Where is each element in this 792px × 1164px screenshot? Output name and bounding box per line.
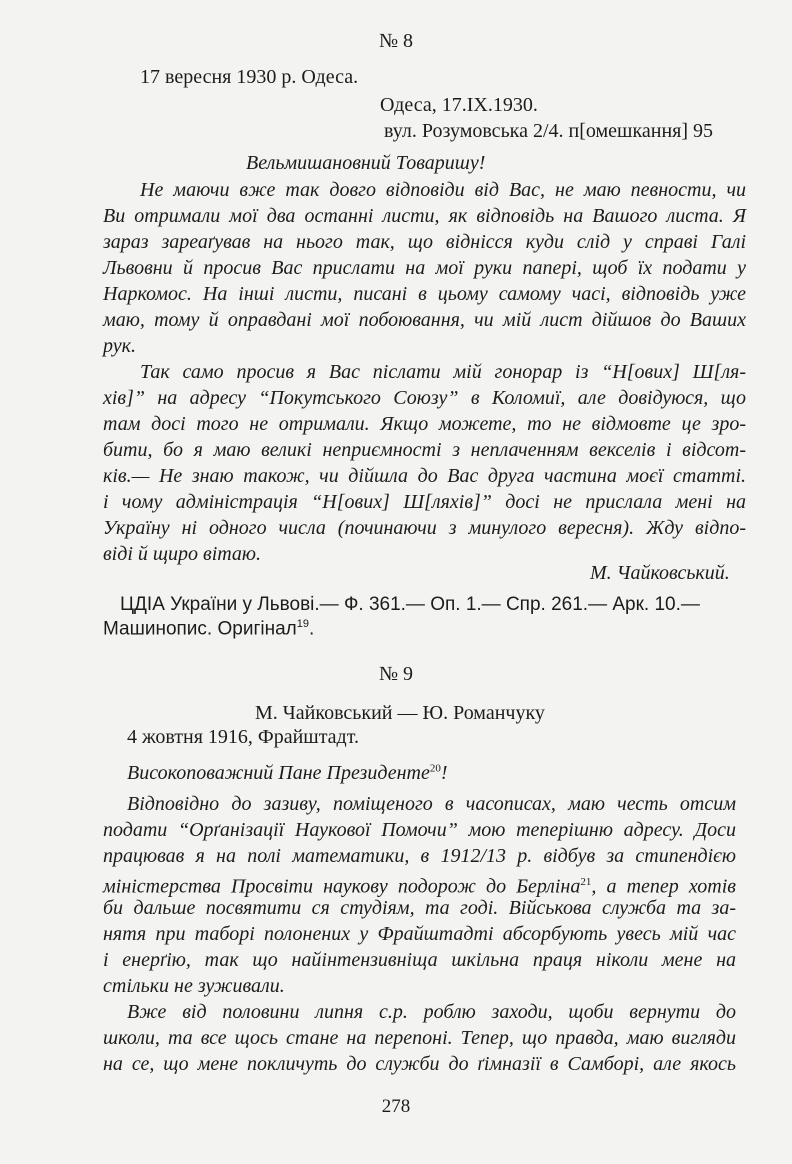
body-line: подати “Орґанізації Наукової Помочи” мою теперішню адресу. Доси <box>103 819 736 841</box>
body-line: школи, та все щось стане на перепоні. Тепер, що правда, маю вигляди <box>103 1027 736 1049</box>
archive-reference-end: . <box>309 618 315 640</box>
document-9-parties: М. Чайковський — Ю. Романчуку <box>255 702 545 724</box>
body-line: ків.— Не знаю також, чи дійшла до Вас друга частина моєї статті. <box>103 465 746 487</box>
archive-reference-text: Машинопис. Оригінал <box>103 618 297 640</box>
body-line: стільки не зуживали. <box>103 975 285 997</box>
letter-salutation: Вельмишановний Товаришу! <box>246 152 486 174</box>
letter-salutation <box>127 762 448 785</box>
document-number-8: № 8 <box>378 30 414 52</box>
body-line: там досі того не отримали. Якщо можете, то не відмовте це зро- <box>103 413 746 435</box>
body-line: Україну ні одного числа (починаючи з минулого вересня). Жду відпо- <box>103 517 746 539</box>
body-line: зараз зареаґував на нього так, що віднісся куди слід у справі Галі <box>103 231 746 253</box>
body-line: на се, що мене покличуть до служби до ґімназії в Самборі, але якось <box>103 1053 736 1075</box>
body-line: хів]” на адресу “Покутського Союзу” в Коломиї, але довідуюся, що <box>103 387 746 409</box>
document-number-9: № 9 <box>378 663 414 685</box>
body-line: і чому адміністрація “Н[ових] Ш[ляхів]” досі не прислала мені на <box>103 491 746 513</box>
footnote-ref: 20 <box>429 762 441 775</box>
body-line: Не маючи вже так довго відповіди від Вас, не маю певности, чи <box>140 179 746 201</box>
body-line: маю, тому й оправдані мої побоювання, чи мій лист дійшов до Ваших <box>103 309 746 331</box>
body-line: Наркомос. На інші листи, писані в цьому самому часі, відповідь уже <box>103 283 746 305</box>
letter-signature: М. Чайковський. <box>590 562 730 584</box>
body-line: Вже від половини липня с.р. роблю заходи, щоби вернути до <box>127 1001 736 1023</box>
body-line <box>103 870 736 899</box>
body-line: віді й щиро вітаю. <box>103 543 262 565</box>
body-line: Львовни й просив Вас прислати на мої руки папері, щоб їх подати у <box>103 257 746 279</box>
body-line: Так само просив я Вас післати мій гонорар із “Н[ових] Ш[ля- <box>140 361 746 383</box>
salutation-text: Високоповажний Пане Президенте <box>127 762 430 784</box>
body-line-text: міністерства Просвіти наукову подорож до Берліна <box>103 875 581 898</box>
document-8-date-place: 17 вересня 1930 р. Одеса. <box>140 66 359 88</box>
salutation-end: ! <box>440 762 448 784</box>
body-line: Відповідно до зазиву, поміщеного в часописах, маю честь отсим <box>127 793 736 815</box>
body-line: би дальше посвятити ся студіям, та годі. Військова служба та за- <box>103 897 736 919</box>
archive-reference-line: ЦДІА України у Львові.— Ф. 361.— Оп. 1.— Спр. 261.— Арк. 10.— <box>120 594 700 615</box>
body-line: працював я на полі математики, в 1912/13 р. відбув за стипендією <box>103 845 736 867</box>
body-line: нятя при таборі полонених у Фрайштадті абсорбують увесь мій час <box>103 923 736 945</box>
letter-address: вул. Розумовська 2/4. п[омешкання] 95 <box>384 120 714 142</box>
letter-place-date: Одеса, 17.IX.1930. <box>380 94 538 116</box>
footnote-ref: 21 <box>580 876 592 888</box>
body-line-rest: , а тепер хотів <box>591 875 736 898</box>
body-line: Ви отримали мої два останні листи, як відповідь на Вашого листа. Я <box>103 205 746 227</box>
document-9-date-place: 4 жовтня 1916, Фрайштадт. <box>127 726 359 748</box>
body-line: рук. <box>103 335 136 357</box>
body-line: бити, бо я маю великі неприємності з неплаченням векселів і відсот- <box>103 439 746 461</box>
footnote-ref: 19 <box>296 618 309 630</box>
body-line: і енерґію, так що найінтензивніща шкільна праця ніколи мене на <box>103 949 736 971</box>
page-number: 278 <box>381 1096 411 1117</box>
archive-reference-line <box>103 618 314 640</box>
